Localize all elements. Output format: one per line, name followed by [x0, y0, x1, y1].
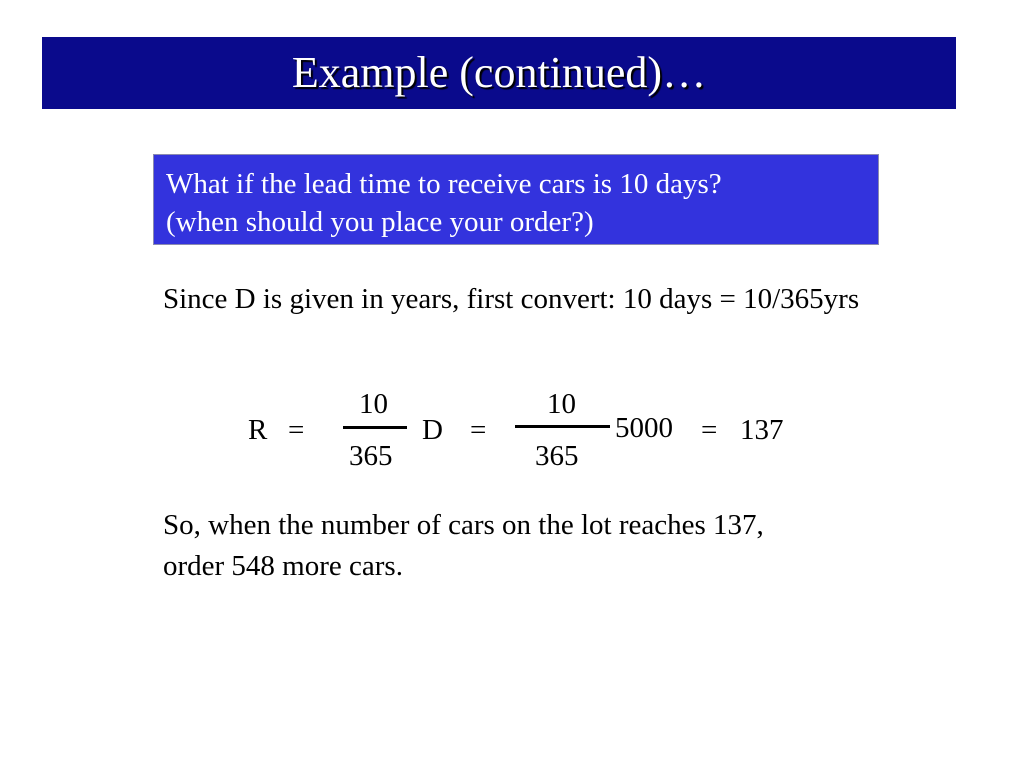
fraction-1-bar: [343, 426, 407, 429]
equation-variable-d: D: [422, 414, 443, 446]
equation-equals-1: =: [288, 414, 305, 446]
equation-equals-3: =: [701, 414, 718, 446]
equation-equals-2: =: [470, 414, 487, 446]
title-banner: [42, 37, 956, 109]
conclusion-line-1: So, when the number of cars on the lot reaches 137,: [163, 509, 764, 541]
fraction-2-numerator: 10: [547, 388, 576, 420]
equation-lhs: R: [248, 414, 268, 446]
equation-demand-value: 5000: [615, 412, 673, 444]
question-line-2: (when should you place your order?): [166, 206, 594, 238]
fraction-1-denominator: 365: [349, 440, 393, 472]
fraction-2-denominator: 365: [535, 440, 579, 472]
slide-title: Example (continued)…: [291, 48, 707, 97]
conversion-text: Since D is given in years, first convert: 10 days = 10/365yrs: [163, 283, 860, 315]
question-line-1: What if the lead time to receive cars is 10 days?: [166, 168, 722, 200]
fraction-2-bar: [515, 425, 610, 428]
question-box: [153, 154, 879, 245]
fraction-1-numerator: 10: [359, 388, 388, 420]
conclusion-line-2: order 548 more cars.: [163, 550, 403, 582]
equation-result: 137: [740, 414, 784, 446]
